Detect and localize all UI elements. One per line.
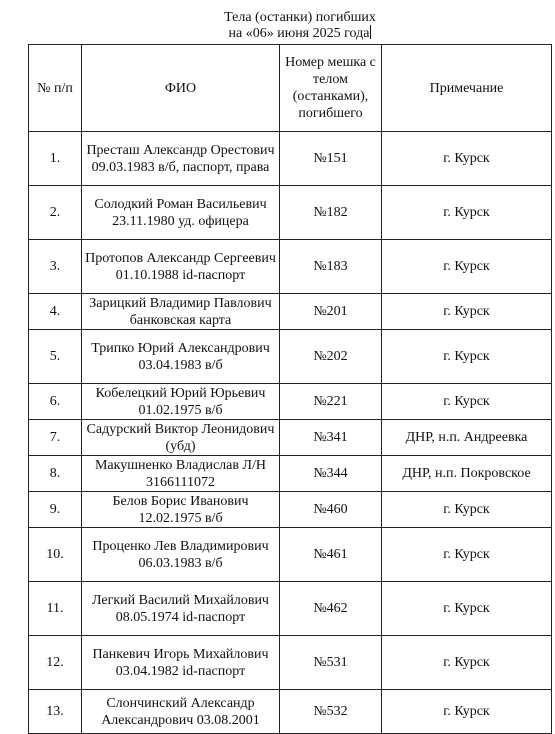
cell-fio: Белов Борис Иванович 12.02.1975 в/б: [82, 492, 280, 528]
cell-fio: Легкий Василий Михайлович 08.05.1974 id-паспорт: [82, 582, 280, 636]
table-row: [29, 384, 552, 420]
table-body: [29, 132, 552, 734]
table-row: [29, 240, 552, 294]
cell-fio: Садурский Виктор Леонидович (убд): [82, 420, 280, 456]
cell-num: 3.: [29, 240, 82, 294]
victims-table: [28, 44, 552, 734]
header-fio: ФИО: [82, 45, 280, 132]
cell-note: г. Курск: [382, 690, 552, 734]
table-row: [29, 186, 552, 240]
cell-bag: №461: [280, 528, 382, 582]
table-row: [29, 420, 552, 456]
cell-fio: Проценко Лев Владимирович 06.03.1983 в/б: [82, 528, 280, 582]
cell-num: 4.: [29, 294, 82, 330]
cell-bag: №344: [280, 456, 382, 492]
cell-note: г. Курск: [382, 330, 552, 384]
table-row: [29, 456, 552, 492]
cell-fio: Престаш Александр Орестович 09.03.1983 в/б, паспорт, права: [82, 132, 280, 186]
cell-fio: Зарицкий Владимир Павлович банковская карта: [82, 294, 280, 330]
table-row: [29, 528, 552, 582]
cell-note: г. Курск: [382, 294, 552, 330]
cell-bag: №183: [280, 240, 382, 294]
cell-note: г. Курск: [382, 582, 552, 636]
cell-num: 1.: [29, 132, 82, 186]
cell-bag: №531: [280, 636, 382, 690]
cell-fio: Трипко Юрий Александрович 03.04.1983 в/б: [82, 330, 280, 384]
cell-fio: Солодкий Роман Васильевич 23.11.1980 уд. офицера: [82, 186, 280, 240]
cell-fio: Слончинский Александр Александрович 03.08.2001: [82, 690, 280, 734]
table-row: [29, 132, 552, 186]
cell-bag: №221: [280, 384, 382, 420]
cell-note: ДНР, н.п. Покровское: [382, 456, 552, 492]
header-num: № п/п: [29, 45, 82, 132]
table-row: [29, 294, 552, 330]
cell-num: 9.: [29, 492, 82, 528]
cell-note: г. Курск: [382, 186, 552, 240]
cell-bag: №151: [280, 132, 382, 186]
cell-bag: №201: [280, 294, 382, 330]
cell-bag: №462: [280, 582, 382, 636]
cell-bag: №460: [280, 492, 382, 528]
cell-num: 10.: [29, 528, 82, 582]
table-row: [29, 330, 552, 384]
cell-bag: №182: [280, 186, 382, 240]
cell-note: г. Курск: [382, 492, 552, 528]
table-row: [29, 492, 552, 528]
table-row: [29, 636, 552, 690]
cell-num: 13.: [29, 690, 82, 734]
cell-fio: Панкевич Игорь Михайлович 03.04.1982 id-паспорт: [82, 636, 280, 690]
cell-num: 7.: [29, 420, 82, 456]
table-header-row: [29, 45, 552, 132]
cell-note: г. Курск: [382, 384, 552, 420]
title-line-2-text: на «06» июня 2025 года: [228, 26, 370, 41]
table-row: [29, 690, 552, 734]
title-line-1: Тела (останки) погибших: [224, 10, 376, 25]
cell-num: 11.: [29, 582, 82, 636]
cell-note: г. Курск: [382, 528, 552, 582]
header-bag: Номер мешка с телом (останками), погибшего: [280, 45, 382, 132]
cell-fio: Макушненко Владислав Л/Н 3166111072: [82, 456, 280, 492]
cell-num: 5.: [29, 330, 82, 384]
cell-bag: №532: [280, 690, 382, 734]
table-row: [29, 582, 552, 636]
header-note: Примечание: [382, 45, 552, 132]
cell-note: г. Курск: [382, 636, 552, 690]
cell-num: 8.: [29, 456, 82, 492]
cell-bag: №341: [280, 420, 382, 456]
cell-num: 12.: [29, 636, 82, 690]
cell-bag: №202: [280, 330, 382, 384]
cell-note: г. Курск: [382, 132, 552, 186]
cell-fio: Кобелецкий Юрий Юрьевич 01.02.1975 в/б: [82, 384, 280, 420]
cell-note: ДНР, н.п. Андреевка: [382, 420, 552, 456]
text-cursor: [370, 25, 371, 39]
cell-fio: Протопов Александр Сергеевич 01.10.1988 id-паспорт: [82, 240, 280, 294]
cell-num: 2.: [29, 186, 82, 240]
document-title: [150, 10, 450, 41]
cell-note: г. Курск: [382, 240, 552, 294]
cell-num: 6.: [29, 384, 82, 420]
title-line-2: [150, 25, 450, 41]
